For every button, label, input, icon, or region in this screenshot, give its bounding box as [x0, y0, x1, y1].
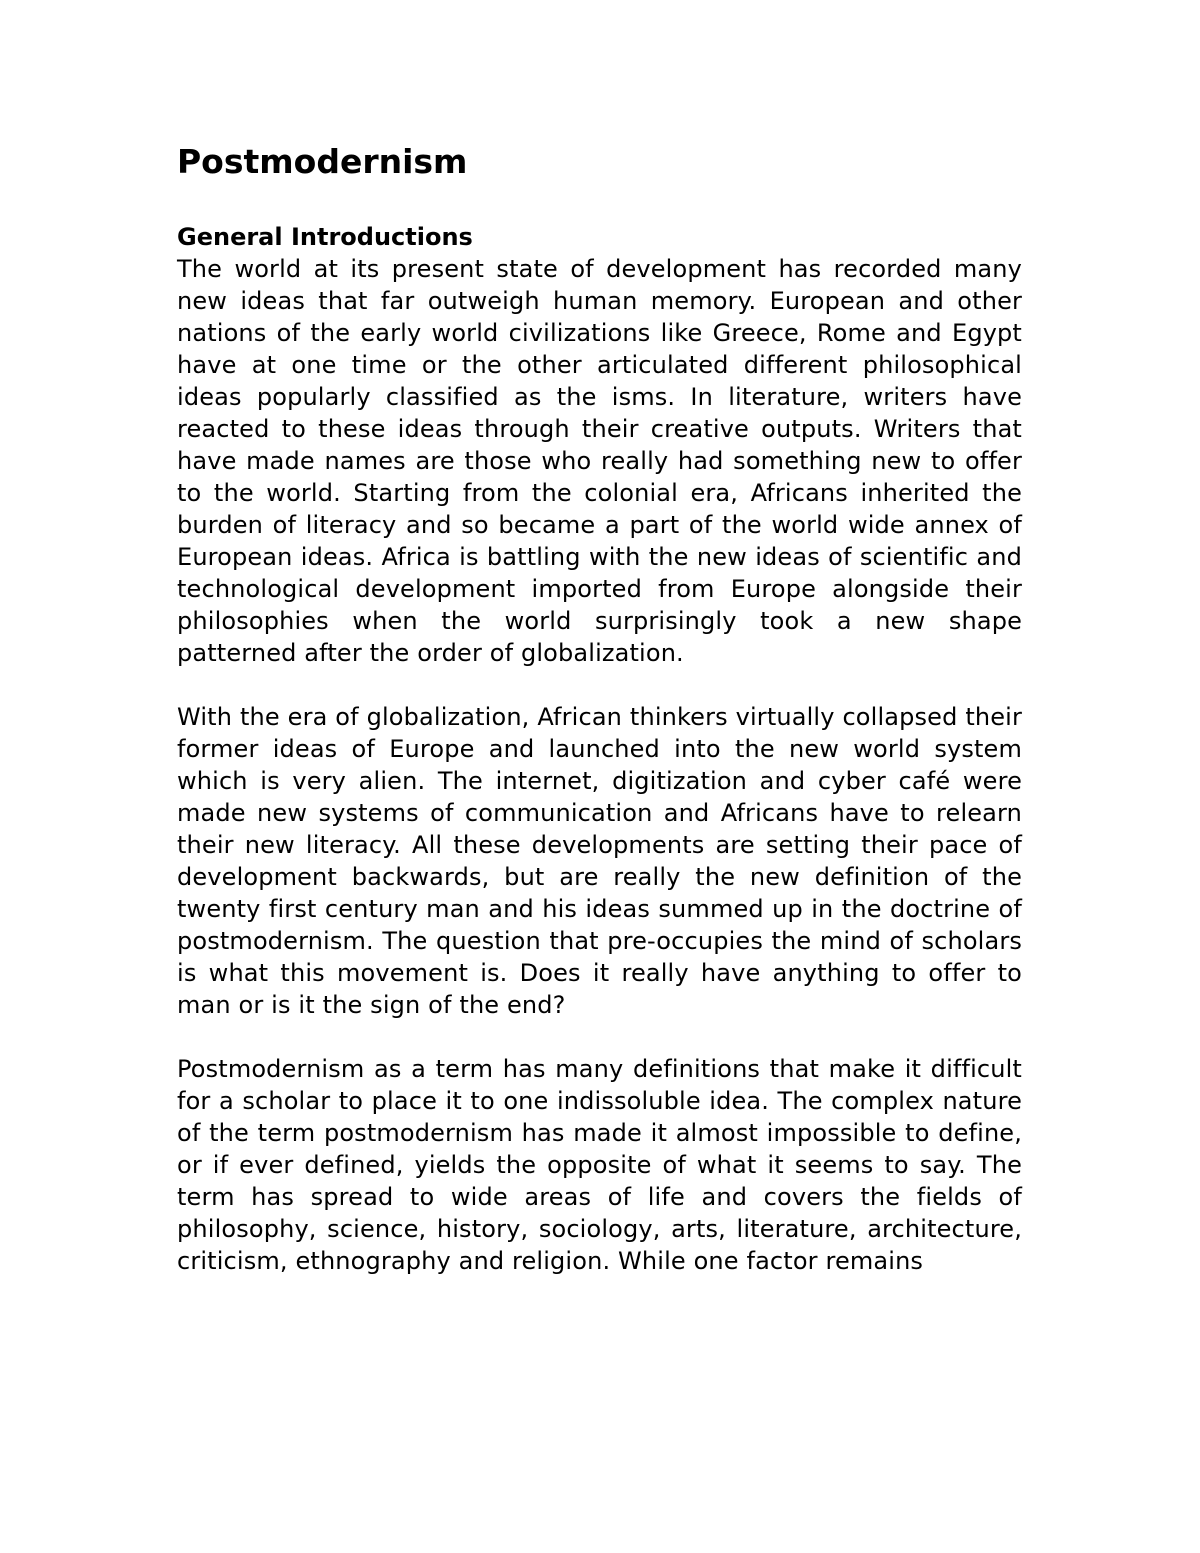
paragraph-2: With the era of globalization, African thinkers virtually collapsed their former ideas of Europe and launched into the new world system which is very alien. The internet, digitization and cyber café were made new systems of communication and Africans have to relearn their new literacy. All these developments are setting their pace of development backwards, but are really the new definition of the twenty first century man and his ideas summed up in the doctrine of postmodernism. The question that pre-occupies the mind of scholars is what this movement is. Does it really have anything to offer to man or is it the sign of the end?: [177, 703, 1022, 1019]
document-page: [177, 140, 1022, 1277]
section-heading: General Introductions: [177, 223, 473, 251]
document-title: Postmodernism: [177, 142, 468, 181]
paragraph-1: The world at its present state of development has recorded many new ideas that far outweigh human memory. European and other nations of the early world civilizations like Greece, Rome and Egypt have at one time or the other articulated different philosophical ideas popularly classified as the isms. In literature, writers have reacted to these ideas through their creative outputs. Writers that have made names are those who really had something new to offer to the world. Starting from the colonial era, Africans inherited the burden of literacy and so became a part of the world wide annex of European ideas. Africa is battling with the new ideas of scientific and technological development imported from Europe alongside their philosophies when the world surprisingly took a new shape patterned after the order of globalization.: [177, 255, 1022, 667]
paragraph-3: Postmodernism as a term has many definitions that make it difficult for a scholar to place it to one indissoluble idea. The complex nature of the term postmodernism has made it almost impossible to define, or if ever defined, yields the opposite of what it seems to say. The term has spread to wide areas of life and covers the fields of philosophy, science, history, sociology, arts, literature, architecture, criticism, ethnography and religion. While one factor remains: [177, 1055, 1022, 1275]
